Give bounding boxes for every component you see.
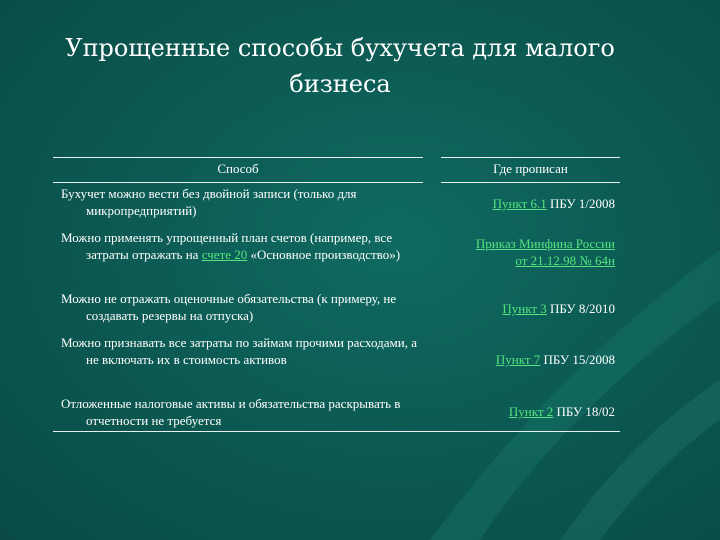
method-cell: Бухучет можно вести без двойной записи (только для микропредприятий) xyxy=(61,186,357,218)
reference-cell xyxy=(435,351,615,368)
reference-link[interactable]: Пункт 2 xyxy=(508,404,554,419)
reference-link[interactable]: Пункт 3 xyxy=(502,301,547,316)
method-cell: Можно признавать все затраты по займам прочими расходами, а не включать их в стоимость активов xyxy=(61,335,417,367)
method-cell: Можно не отражать оценочные обязательства (к примеру, не создавать резервы на отпуска) xyxy=(61,291,397,323)
table-row xyxy=(53,185,620,225)
reference-text: ПБУ 18/02 xyxy=(553,404,615,419)
table-row xyxy=(53,395,620,431)
table-row xyxy=(53,290,620,330)
slide-title-line1: Упрощенные способы бухучета для малого xyxy=(65,34,615,62)
table-row xyxy=(53,334,620,390)
reference-cell xyxy=(435,235,615,269)
method-text-start: Можно применять упрощенный план счетов (например, все затраты отражать на xyxy=(61,230,393,262)
column-header-method: Способ xyxy=(217,161,259,176)
table-top-rule-left xyxy=(53,157,423,158)
reference-text: ПБУ 15/2008 xyxy=(540,352,615,367)
column-header-reference: Где прописан xyxy=(493,161,568,176)
slide-title xyxy=(40,30,640,102)
ministry-order-link-line1[interactable]: Приказ Минфина России xyxy=(475,236,615,251)
methods-table xyxy=(53,157,620,432)
table-top-rule-right xyxy=(441,157,620,158)
reference-cell xyxy=(435,195,615,212)
reference-cell xyxy=(435,300,615,317)
table-header-rule-left xyxy=(53,182,423,183)
reference-text: ПБУ 8/2010 xyxy=(546,301,615,316)
reference-text: ПБУ 1/2008 xyxy=(546,196,615,211)
reference-link[interactable]: Пункт 7 xyxy=(495,352,541,367)
account-20-link[interactable]: счете 20 xyxy=(201,247,248,262)
reference-cell xyxy=(435,403,615,420)
method-cell: Отложенные налоговые активы и обязательства раскрывать в отчетности не требуется xyxy=(61,396,401,428)
table-row xyxy=(53,229,620,285)
table-bottom-rule xyxy=(53,431,620,432)
slide-title-line2: бизнеса xyxy=(289,70,391,98)
method-text-end: «Основное производство») xyxy=(247,247,401,262)
method-cell xyxy=(61,229,421,263)
table-header-rule-right xyxy=(441,182,620,183)
reference-link[interactable]: Пункт 6.1 xyxy=(492,196,547,211)
ministry-order-link-line2[interactable]: от 21.12.98 № 64н xyxy=(515,253,615,268)
